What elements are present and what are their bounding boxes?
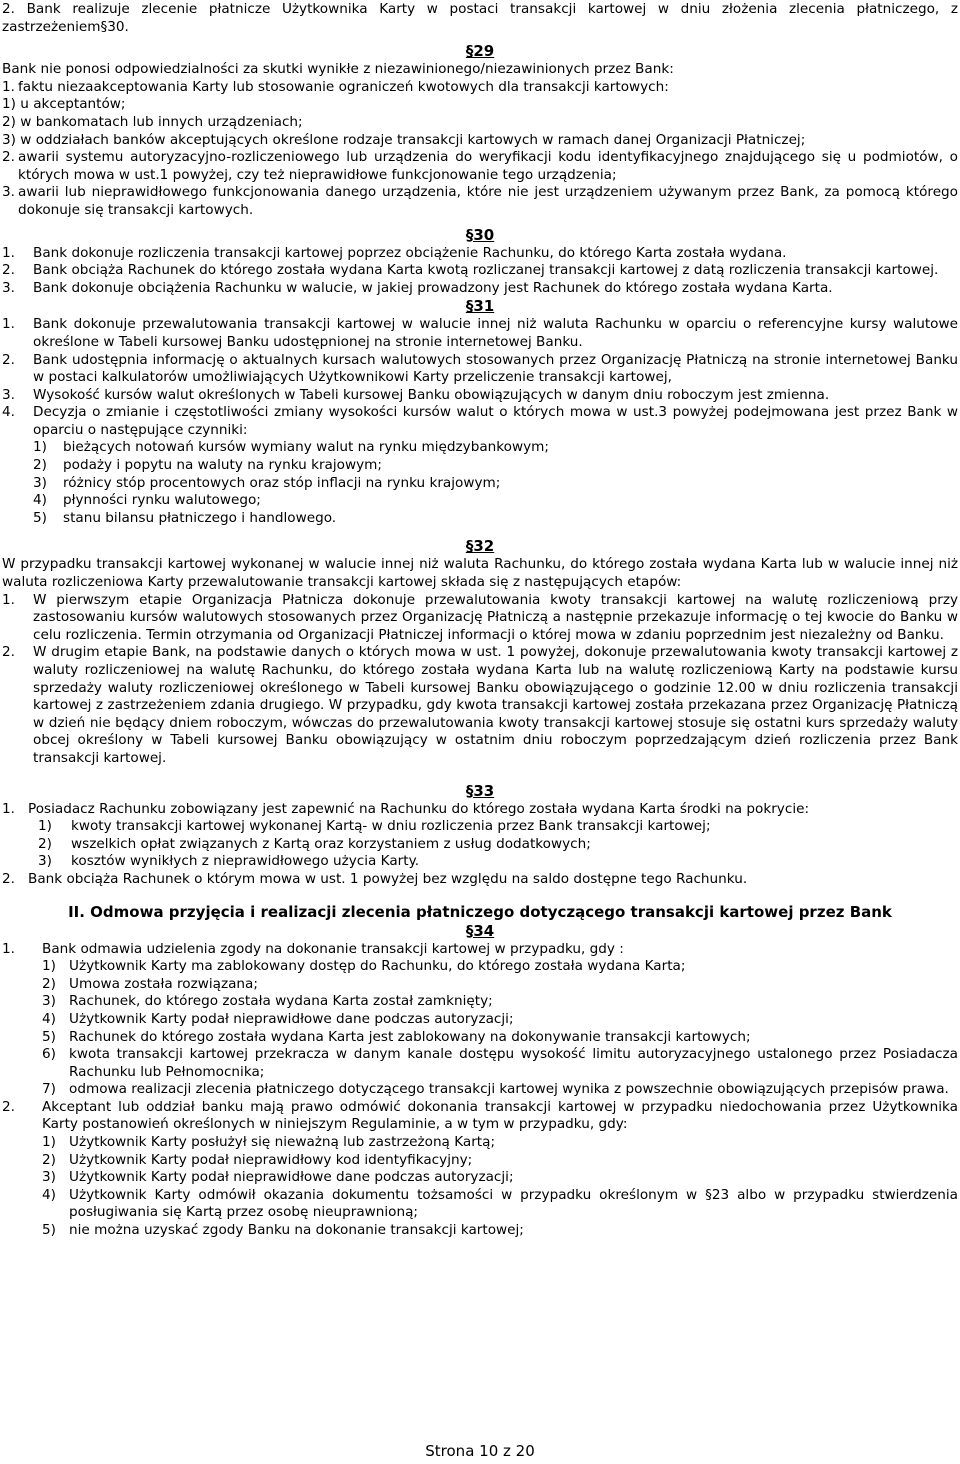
s32-item-2: 2. W drugim etapie Bank, na podstawie danych o których mowa w ust. 1 powyżej, dokonuje przewalutowania kwoty transakcji kartowej z waluty rozliczeniowej na walutę Rachunku, do którego została wydana Karta lub na walutę rozliczeniową Karty na podstawie kursu sprzedaży waluty rozliczeniowej określonego w Tabeli kursowej Banku obowiązującego o godzinie 12.00 w dniu rozliczenia transakcji kartowej z zastrzeżeniem zdania drugiego. W przypadku, gdy kwota transakcji kartowej została przekazana przez Organizację Płatniczą w dzień nie będący dniem roboczym, wówczas do przewalutowania kwoty transakcji kartowej stosuje się ostatni kurs sprzedaży waluty obcej określony w Tabeli kursowej Banku obowiązujący w ostatnim dniu roboczym poprzedzającym dzień rozliczenia przez Bank transakcji kartowej. [2, 644, 958, 766]
s34-item-1: 1. Bank odmawia udzielenia zgody na dokonanie transakcji kartowej w przypadku, gdy : [2, 940, 624, 957]
s31-item-1: 1. Bank dokonuje przewalutowania transakcji kartowej w walucie innej niż waluta Rachunku w oparciu o referencyjne kursy walutowe określone w Tabeli kursowej Banku udostępnionej na stronie internetowej Banku. [2, 316, 958, 350]
s33-item-2: 2. Bank obciąża Rachunek o którym mowa w ust. 1 powyżej bez względu na saldo dostępne tego Rachunku. [2, 870, 748, 887]
paragraph-top: 2. Bank realizuje zlecenie płatnicze Użytkownika Karty w postaci transakcji kartowej w dniu złożenia zlecenia płatniczego, z zastrzeżeniem§30. [2, 1, 958, 35]
s34-item-2-4: 4) Użytkownik Karty odmówił okazania dokumentu tożsamości w przypadku określonym w §23 albo w przypadku stwierdzenia posługiwania się Kartą przez osobę nieuprawnioną; [42, 1186, 958, 1221]
heading-s30: §30 [465, 225, 495, 244]
s34-item-1-4: 4) Użytkownik Karty podał nieprawidłowe dane podczas autoryzacji; [42, 1010, 514, 1027]
heading-s31: §31 [465, 297, 495, 316]
s31-item-4-3: 3) różnicy stóp procentowych oraz stóp inflacji na rynku krajowym; [33, 474, 501, 491]
s29-item-1-2: 2) w bankomatach lub innych urządzeniach; [2, 113, 303, 130]
s30-item-1: 1. Bank dokonuje rozliczenia transakcji kartowej poprzez obciążenie Rachunku, do którego Karta została wydana. [2, 244, 787, 261]
s34-item-1-7: 7) odmowa realizacji zlecenia płatniczego dotyczącego transakcji kartowej wynika z powszechnie obowiązujących przepisów prawa. [42, 1081, 949, 1098]
s34-item-2-5: 5) nie można uzyskać zgody Banku na dokonanie transakcji kartowej; [42, 1222, 524, 1239]
s34-item-1-6: 6) kwota transakcji kartowej przekracza w danym kanale dostępu wysokość limitu autoryzacyjnego ustalonego przez Posiadacza Rachunku lub Pełnomocnika; [42, 1046, 958, 1080]
s31-item-4-5: 5) stanu bilansu płatniczego i handlowego. [33, 509, 337, 526]
s34-item-2: 2. Akceptant lub oddział banku mają prawo odmówić dokonania transakcji kartowej w przypadku niedochowania przez Użytkownika Karty postanowień określonych w niniejszym Regulaminie, a w tym w przypadku, gdy: [2, 1098, 958, 1133]
s33-item-1-2: 2) wszelkich opłat związanych z Kartą oraz korzystaniem z usług dodatkowych; [38, 835, 591, 852]
section-heading-ii: II. Odmowa przyjęcia i realizacji zlecenia płatniczego dotyczącego transakcji kartowej przez Bank [68, 902, 892, 921]
s34-item-2-2: 2) Użytkownik Karty podał nieprawidłowy kod identyfikacyjny; [42, 1151, 473, 1168]
heading-s33: §33 [465, 781, 495, 800]
page-footer: Strona 10 z 20 [425, 1442, 535, 1460]
heading-s29: §29 [465, 42, 495, 61]
s34-item-1-2: 2) Umowa została rozwiązana; [42, 975, 258, 992]
s31-item-4-1: 1) bieżących notowań kursów wymiany walut na rynku międzybankowym; [33, 439, 549, 456]
s31-item-3: 3. Wysokość kursów walut określonych w Tabeli kursowej Banku obowiązujących w danym dniu roboczym jest zmienna. [2, 386, 830, 403]
heading-s34: §34 [465, 921, 495, 940]
s31-item-2: 2. Bank udostępnia informację o aktualnych kursach walutowych stosowanych przez Organizację Płatniczą na stronie internetowej Banku w postaci kalkulatorów umożliwiających Użytkownikowi Karty przeliczenie transakcji kartowej, [2, 351, 958, 386]
s34-item-2-1: 1) Użytkownik Karty posłużył się nieważną lub zastrzeżoną Kartą; [42, 1134, 496, 1151]
s29-item-3: 3. awarii lub nieprawidłowego funkcjonowania danego urządzenia, które nie jest urządzeniem używanym przez Bank, za pomocą którego dokonuje się transakcji kartowych. [2, 184, 958, 218]
s31-item-4-2: 2) podaży i popytu na waluty na rynku krajowym; [33, 457, 382, 474]
s29-item-1-3: 3) w oddziałach banków akceptujących określone rodzaje transakcji kartowych w ramach danej Organizacji Płatniczej; [2, 131, 806, 148]
s34-item-1-5: 5) Rachunek do którego została wydana Karta jest zablokowany na dokonywanie transakcji kartowych; [42, 1028, 751, 1045]
s29-item-2: 2. awarii systemu autoryzacyjno-rozliczeniowego lub urządzenia do weryfikacji kodu identyfikacyjnego znajdującego się u podmiotów, o których mowa w ust.1 powyżej, czy też nieprawidłowe funkcjonowanie tego urządzenia; [2, 149, 958, 183]
s32-intro: W przypadku transakcji kartowej wykonanej w walucie innej niż waluta Rachunku, do którego została wydana Karta lub w walucie innej niż waluta rozliczeniowa Karty przewalutowanie transakcji kartowej składa się z następujących etapów: [2, 556, 958, 591]
s31-item-4-4: 4) płynności rynku walutowego; [33, 492, 261, 509]
s29-item-1-1: 1) u akceptantów; [2, 96, 126, 113]
s29-item-1: 1. faktu niezaakceptowania Karty lub stosowanie ograniczeń kwotowych dla transakcji kartowych: [2, 78, 669, 95]
s34-item-1-1: 1) Użytkownik Karty ma zablokowany dostęp do Rachunku, do którego została wydana Karta; [42, 958, 686, 975]
s30-item-3: 3. Bank dokonuje obciążenia Rachunku w walucie, w jakiej prowadzony jest Rachunek do którego została wydana Karta. [2, 279, 833, 296]
s33-item-1-1: 1) kwoty transakcji kartowej wykonanej Kartą- w dniu rozliczenia przez Bank transakcji kartowej; [38, 818, 711, 835]
s32-item-1: 1. W pierwszym etapie Organizacja Płatnicza dokonuje przewalutowania kwoty transakcji kartowej na walutę rozliczeniową przy zastosowaniu kursów walutowych stosowanych przez Organizację Płatniczą a następnie przekazuje informację o tej kwocie do Banku w celu rozliczenia. Termin otrzymania od Organizacji Płatniczej informacji o której mowa w zdaniu poprzednim jest niezależny od Banku. [2, 591, 958, 643]
s29-intro: Bank nie ponosi odpowiedzialności za skutki wynikłe z niezawinionego/niezawinionych przez Bank: [2, 61, 674, 78]
s31-item-4: 4. Decyzja o zmianie i częstotliwości zmiany wysokości kursów walut o których mowa w ust.3 powyżej podejmowana jest przez Bank w oparciu o następujące czynniki: [2, 404, 958, 438]
s30-item-2: 2. Bank obciąża Rachunek do którego została wydana Karta kwotą rozliczanej transakcji kartowej z datą rozliczenia transakcji kartowej. [2, 262, 939, 279]
heading-s32: §32 [465, 537, 495, 556]
s34-item-2-3: 3) Użytkownik Karty podał nieprawidłowe dane podczas autoryzacji; [42, 1169, 514, 1186]
s33-item-1-3: 3) kosztów wynikłych z nieprawidłowego użycia Karty. [38, 853, 420, 870]
s34-item-1-3: 3) Rachunek, do którego została wydana Karta został zamknięty; [42, 993, 493, 1010]
s33-item-1: 1. Posiadacz Rachunku zobowiązany jest zapewnić na Rachunku do którego została wydana Karta środki na pokrycie: [2, 800, 810, 817]
